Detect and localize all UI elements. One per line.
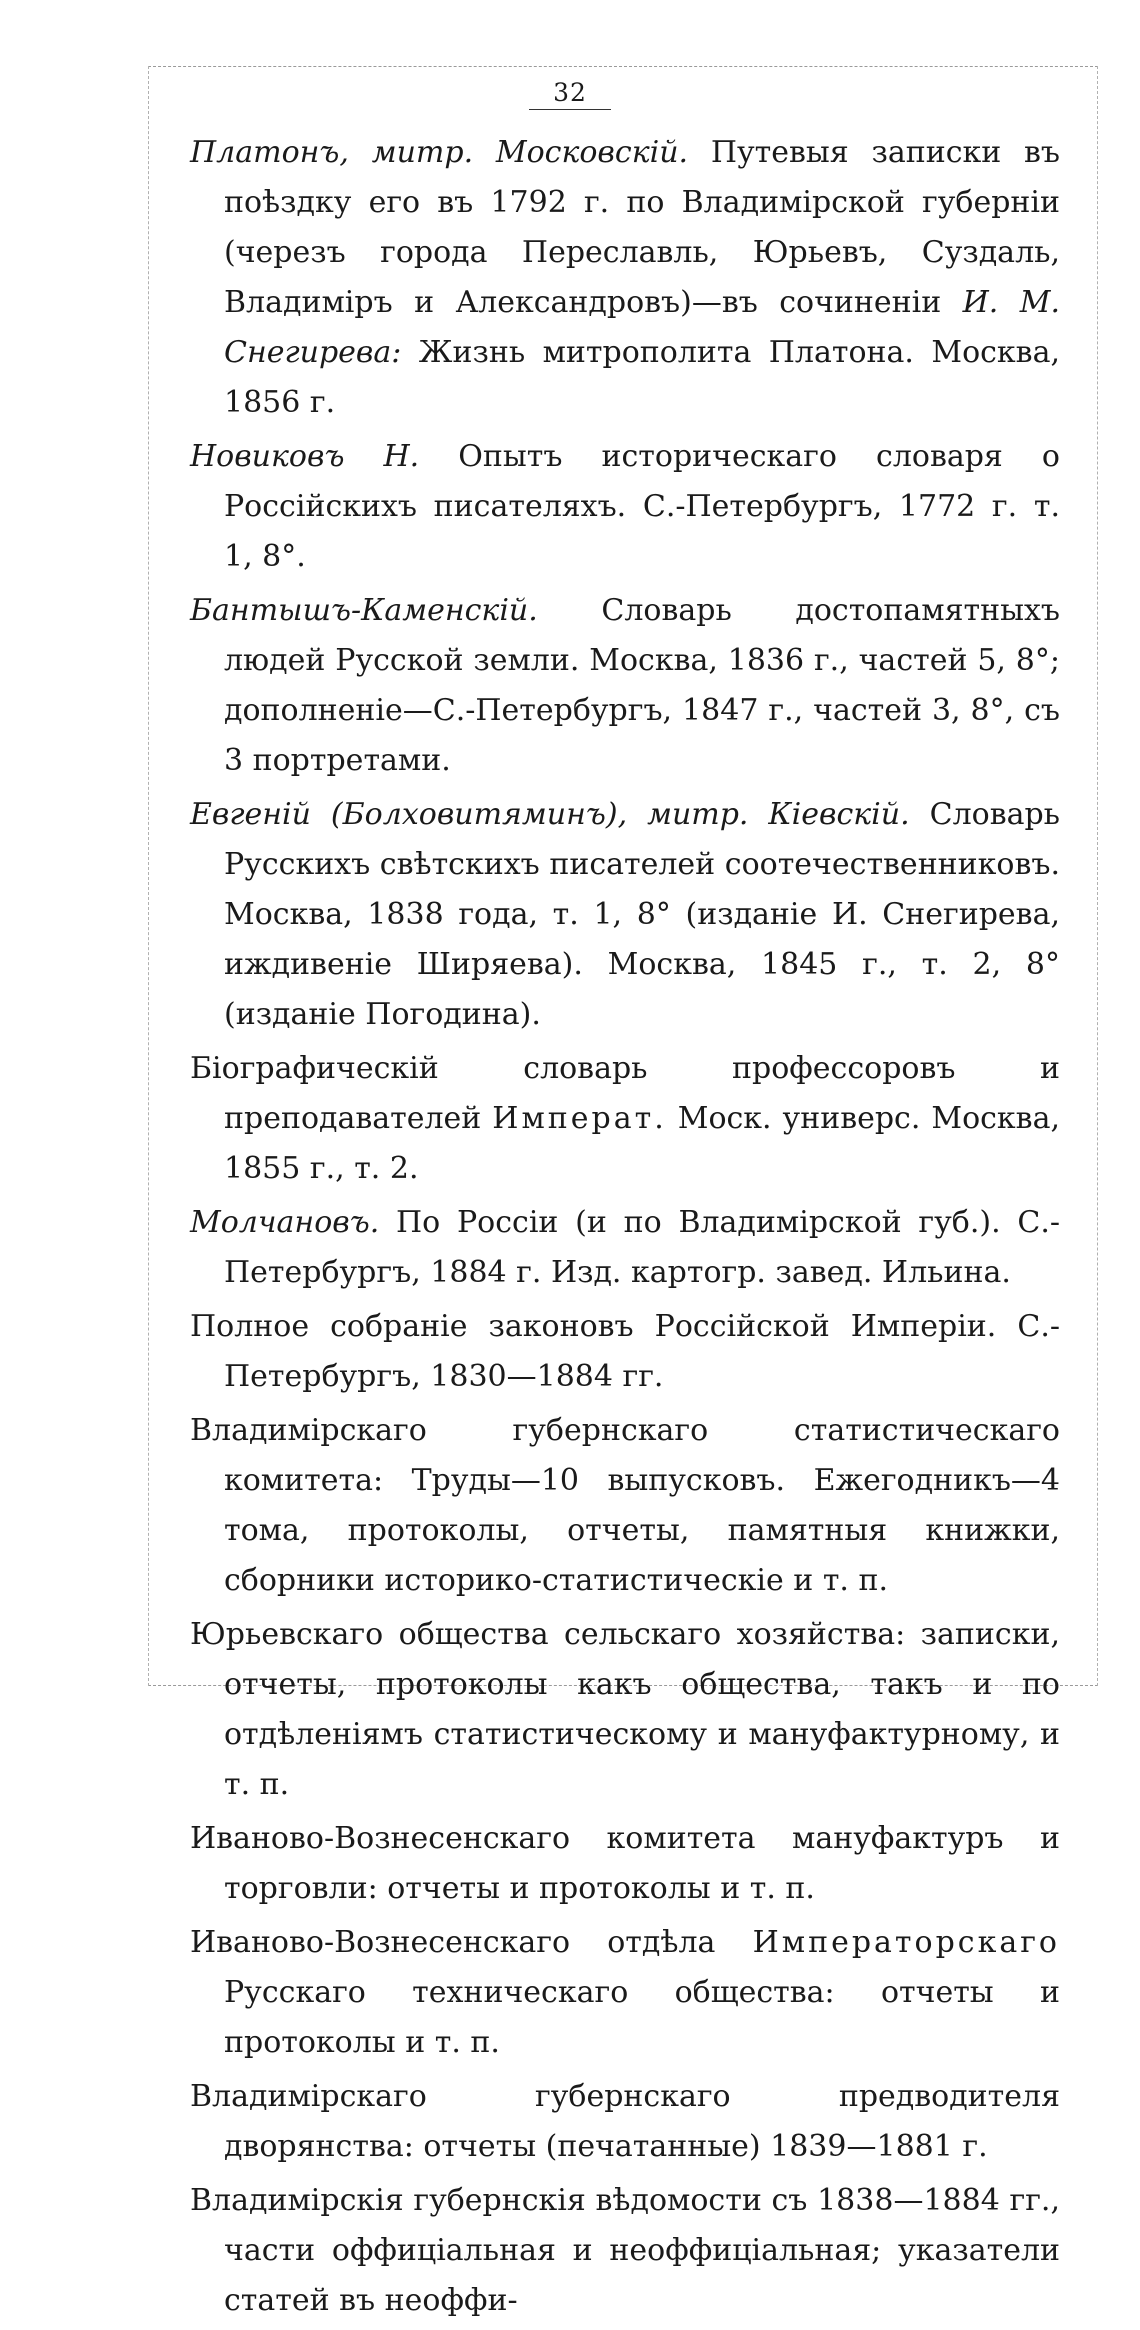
page-number [0, 78, 1140, 110]
bibliography-entry-yuryev-agricultural-society [190, 1610, 1060, 1810]
entry-text-continued: Жизнь митрополита Платона. Москва, 1856 г. [224, 335, 1060, 420]
entry-text-continued: Русскаго техническаго общества: отчеты и протоколы и т. п. [224, 1975, 1060, 2060]
entry-text: Владимірскія губернскія вѣдомости съ 1838—1884 гг., части оффиціальная и неоффиціальная; указатели статей въ неоффи- [190, 2183, 1060, 2318]
bibliography-entry-novikov [190, 432, 1060, 582]
bibliography-entry-platon [190, 128, 1060, 428]
entry-author: Молчановъ. [190, 1205, 380, 1240]
entry-text: Иваново-Вознесенскаго отдѣла [190, 1925, 753, 1960]
entry-author-secondary: И. М. Снегирева: [224, 285, 1060, 370]
entry-spaced-text: Императ. [492, 1101, 667, 1136]
entry-author: Бантышъ-Каменскій. [190, 593, 538, 628]
entry-author: Новиковъ Н. [190, 439, 420, 474]
entry-text: Иваново-Вознесенскаго комитета мануфактуръ и торговли: отчеты и протоколы и т. п. [190, 1821, 1060, 1906]
bibliography-entry-ivanovo-manufactures-committee [190, 1814, 1060, 1914]
entry-text: Словарь Русскихъ свѣтскихъ писателей соотечественниковъ. Москва, 1838 года, т. 1, 8° (изданіе И. Снегирева, иждивеніе Ширяева). Москва, 1845 г., т. 2, 8° (изданіе Погодина). [224, 797, 1060, 1032]
entry-author: Платонъ, митр. Московскій. [190, 135, 689, 170]
entry-text: По Россіи (и по Владимірской губ.). С.-Петербургъ, 1884 г. Изд. картогр. завед. Ильина. [224, 1205, 1060, 1290]
entry-text: Владимірскаго губернскаго предводителя дворянства: отчеты (печатанные) 1839—1881 г. [190, 2079, 1060, 2164]
bibliography-list [190, 128, 1060, 2330]
bibliography-entry-vladimir-statistical-committee [190, 1406, 1060, 1606]
entry-spaced-text: Императорскаго [752, 1925, 1060, 1960]
bibliography-entry-ivanovo-technical-society [190, 1918, 1060, 2068]
entry-text: Полное собраніе законовъ Россійской Имперіи. С.-Петербургъ, 1830—1884 гг. [190, 1309, 1060, 1394]
entry-text: Владимірскаго губернскаго статистическаго комитета: Труды—10 выпусковъ. Ежегодникъ—4 тома, протоколы, отчеты, памятныя книжки, сборники историко-статистическіе и т. п. [190, 1413, 1060, 1598]
entry-text: Опытъ историческаго словаря о Россійскихъ писателяхъ. С.-Петербургъ, 1772 г. т. 1, 8°. [224, 439, 1060, 574]
bibliography-entry-biographical-dictionary [190, 1044, 1060, 1194]
bibliography-entry-complete-laws [190, 1302, 1060, 1402]
entry-text: Біографическій словарь профессоровъ и преподавателей [190, 1051, 1060, 1136]
bibliography-entry-nobility-marshal [190, 2072, 1060, 2172]
bibliography-entry-evgeny [190, 790, 1060, 1040]
bibliography-entry-vladimir-gazette [190, 2176, 1060, 2326]
entry-author: Евгеній (Болховитяминъ), митр. Кіевскій. [190, 797, 910, 832]
bibliography-entry-bantysh-kamensky [190, 586, 1060, 786]
entry-text-continued: Моск. универс. Москва, 1855 г., т. 2. [224, 1101, 1060, 1186]
page-number-text: 32 [529, 78, 611, 110]
entry-text: Словарь достопамятныхъ людей Русской земли. Москва, 1836 г., частей 5, 8°; дополненіе—С.-Петербургъ, 1847 г., частей 3, 8°, съ 3 портретами. [224, 593, 1060, 778]
entry-text: Путевыя записки въ поѣздку его въ 1792 г. по Владимірской губерніи (черезъ города Переславль, Юрьевъ, Суздаль, Владиміръ и Александровъ)—въ сочиненіи [224, 135, 1060, 320]
bibliography-entry-molchanov [190, 1198, 1060, 1298]
entry-text: Юрьевскаго общества сельскаго хозяйства: записки, отчеты, протоколы какъ общества, такъ и по отдѣленіямъ статистическому и мануфактурному, и т. п. [190, 1617, 1060, 1802]
